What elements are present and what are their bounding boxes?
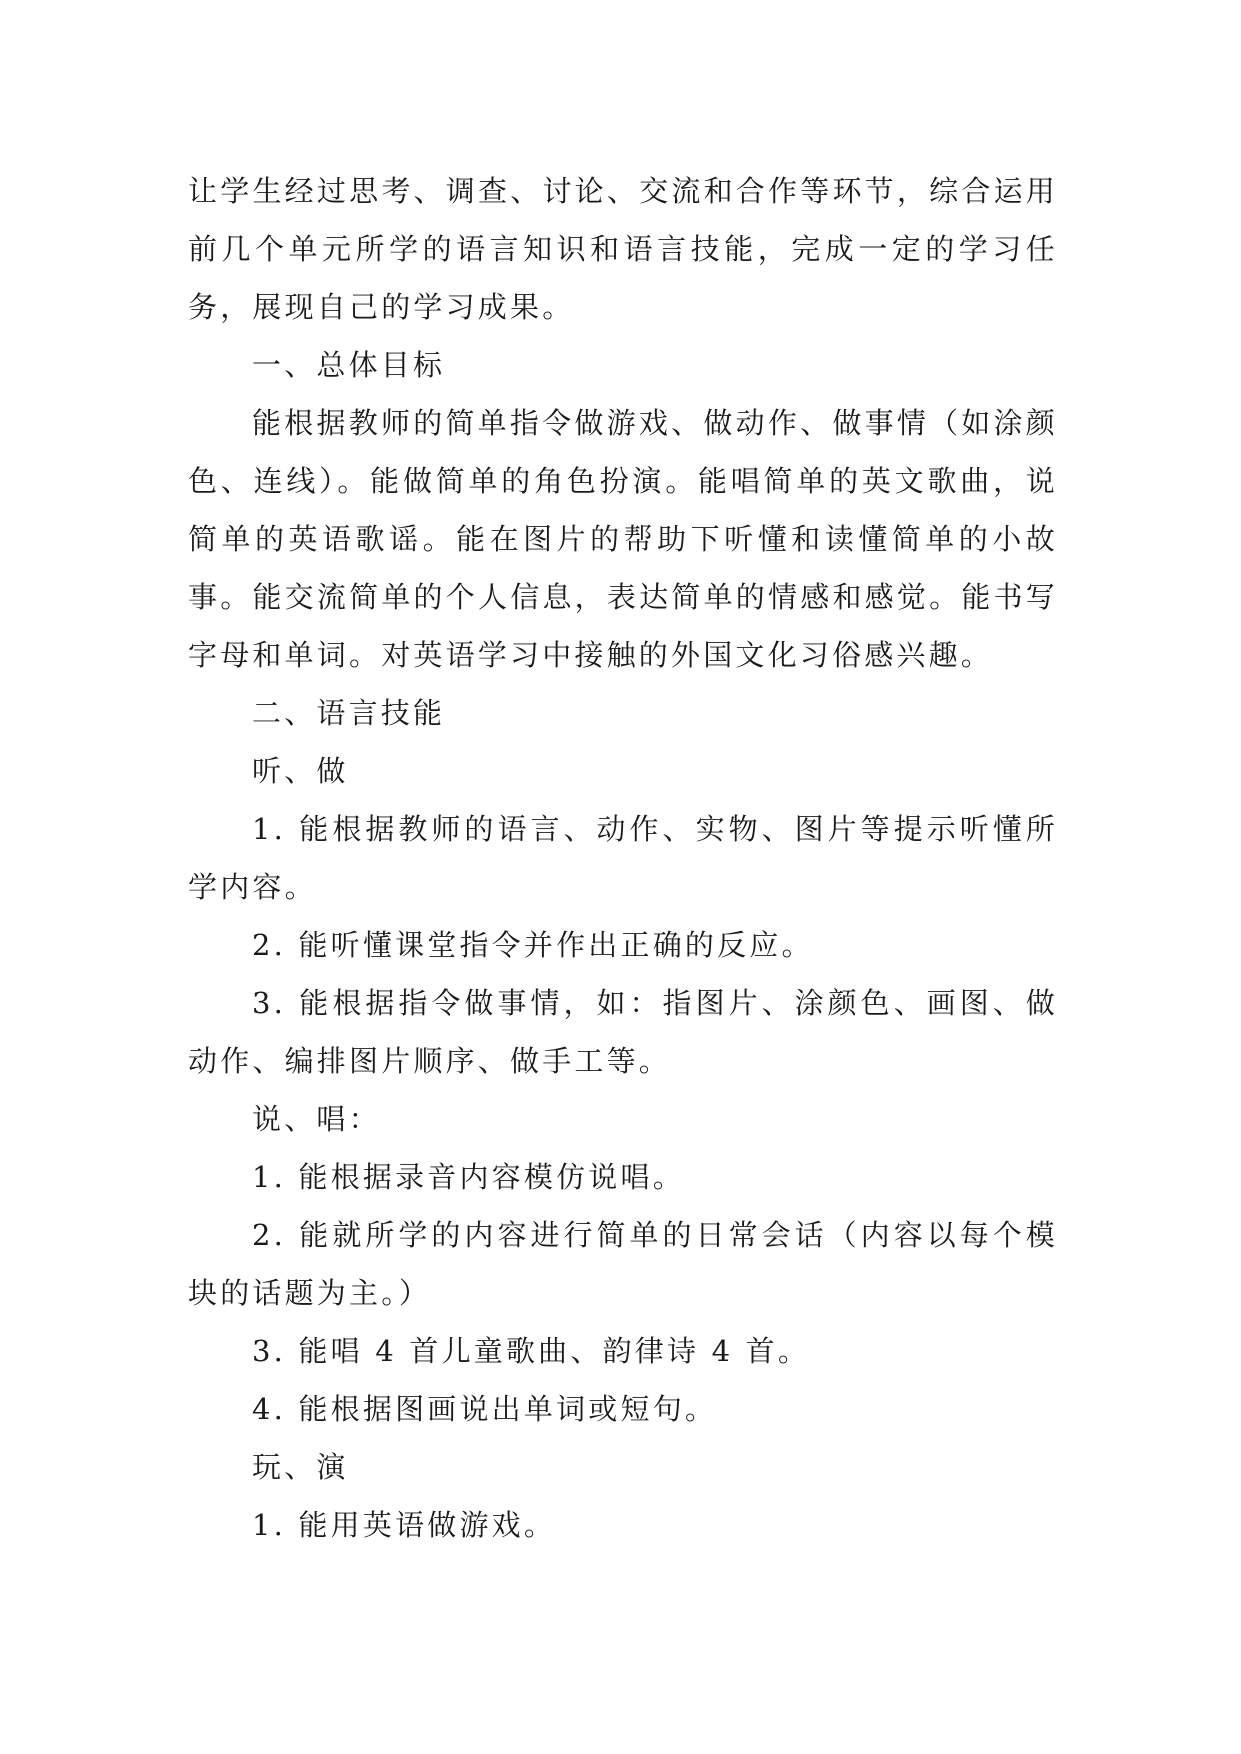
subheading-play-act: 玩、演 <box>252 1450 349 1484</box>
subheading-listen-do: 听、做 <box>252 754 349 788</box>
list-item-speak-3: 3. 能唱 4 首儿童歌曲、韵律诗 4 首。 <box>252 1334 811 1368</box>
list-item-play-1: 1. 能用英语做游戏。 <box>252 1508 557 1542</box>
list-item-speak-1: 1. 能根据录音内容模仿说唱。 <box>252 1160 685 1194</box>
list-item-speak-2: 2. 能就所学的内容进行简单的日常会话（内容以每个模块的话题为主。） <box>188 1218 1058 1310</box>
paragraph-intro: 让学生经过思考、调查、讨论、交流和合作等环节，综合运用前几个单元所学的语言知识和语言技能，完成一定的学习任务，展现自己的学习成果。 <box>188 174 1058 324</box>
paragraph-overall-goals: 能根据教师的简单指令做游戏、做动作、做事情（如涂颜色、连线）。能做简单的角色扮演。能唱简单的英文歌曲，说简单的英语歌谣。能在图片的帮助下听懂和读懂简单的小故事。能交流简单的个人信息，表达简单的情感和感觉。能书写字母和单词。对英语学习中接触的外国文化习俗感兴趣。 <box>188 406 1058 672</box>
subheading-speak-sing: 说、唱： <box>252 1102 381 1136</box>
list-item-listen-1: 1. 能根据教师的语言、动作、实物、图片等提示听懂所学内容。 <box>188 812 1058 904</box>
heading-overall-goals: 一、总体目标 <box>252 348 446 382</box>
list-item-speak-4: 4. 能根据图画说出单词或短句。 <box>252 1392 718 1426</box>
heading-language-skills: 二、语言技能 <box>252 696 446 730</box>
list-item-listen-2: 2. 能听懂课堂指令并作出正确的反应。 <box>252 928 814 962</box>
document-body <box>188 162 1058 1554</box>
list-item-listen-3: 3. 能根据指令做事情，如：指图片、涂颜色、画图、做动作、编排图片顺序、做手工等。 <box>188 986 1058 1078</box>
